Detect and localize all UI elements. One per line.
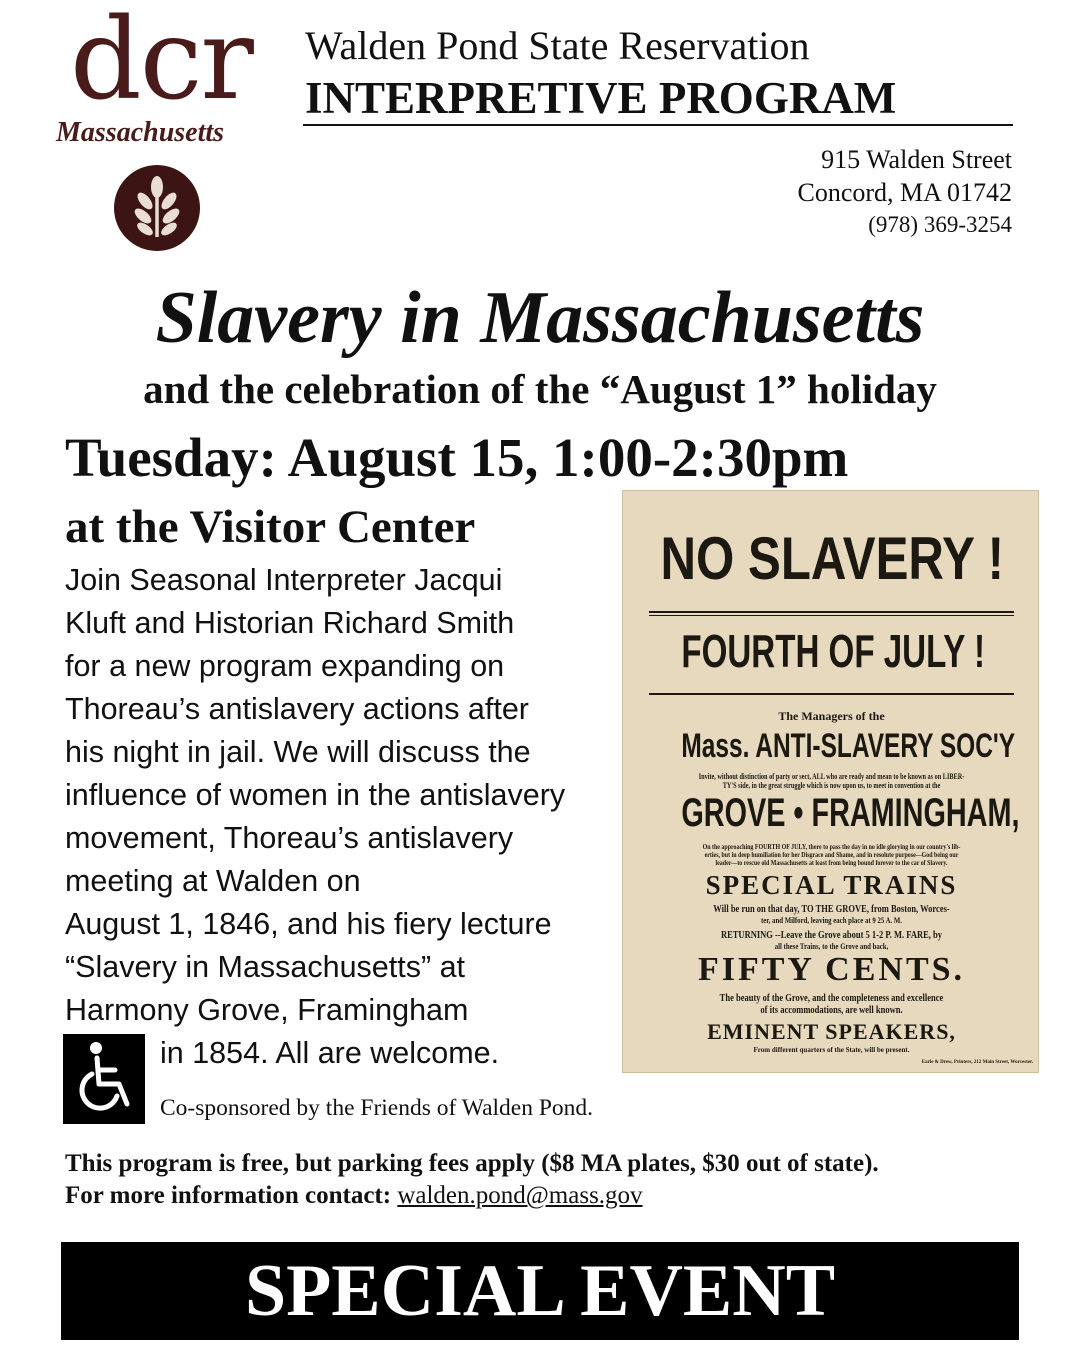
- event-datetime: Tuesday: August 15, 1:00-2:30pm: [65, 427, 849, 488]
- contact-note: [65, 1182, 643, 1210]
- description-line: meeting at Walden on: [65, 864, 361, 898]
- description-line: in 1854. All are welcome.: [160, 1036, 500, 1070]
- poster-fare: FIFTY CENTS.: [697, 951, 966, 988]
- poster-returning-line: all these Trains, to the Grove and back,: [774, 942, 889, 951]
- event-subtitle: and the celebration of the “August 1” holiday: [143, 366, 937, 412]
- poster-invite-line: Invite, without distinction of party or sect, ALL who are ready and mean to be known as on LIBER-: [698, 772, 965, 781]
- logo-state-name: Massachusetts: [56, 117, 225, 148]
- description-line: Kluft and Historian Richard Smith: [65, 606, 515, 640]
- poster-beauty-line: of its accommodations, are well known.: [760, 1005, 903, 1016]
- poster-speakers-note: From different quarters of the State, will be present.: [753, 1046, 910, 1054]
- poster-beauty-line: The beauty of the Grove, and the completeness and excellence: [719, 993, 944, 1004]
- poster-invite-line: TY'S side, in the great struggle which is now upon us, to meet in convention at the: [722, 781, 941, 790]
- poster-rule: [649, 611, 1014, 613]
- poster-approach-line: On the approaching FOURTH OF JULY, there to pass the day in no idle glorying in our country's lib-: [702, 843, 961, 851]
- poster-rule: [649, 693, 1014, 695]
- address-street: 915 Walden Street: [821, 145, 1012, 174]
- poster-rule: [649, 615, 1014, 616]
- poster-approach-line: erties, but in deep humiliation for her Disgrace and Shame, and in resolute purpose—God being our: [704, 851, 959, 859]
- event-location: at the Visitor Center: [65, 501, 476, 553]
- dcr-logo-wordmark: dcr: [70, 0, 252, 125]
- poster-trains-line: Will be run on that day, TO THE GROVE, from Boston, Worces-: [713, 904, 950, 915]
- poster-trains-line: ter, and Milford, leaving each place at 9 25 A. M.: [760, 916, 903, 925]
- org-name: Walden Pond State Reservation: [305, 23, 810, 68]
- leaf-sprig-icon: [114, 165, 200, 251]
- contact-label: For more information contact:: [65, 1182, 392, 1209]
- poster-managers: The Managers of the: [778, 709, 885, 723]
- cosponsor-note: Co-sponsored by the Friends of Walden Pond.: [160, 1095, 594, 1121]
- event-title: Slavery in Massachusetts: [155, 277, 925, 359]
- program-type: INTERPRETIVE PROGRAM: [305, 73, 897, 123]
- header-divider: [303, 124, 1013, 126]
- description-line: his night in jail. We will discuss the: [65, 735, 531, 769]
- address-city: Concord, MA 01742: [797, 178, 1012, 207]
- poster-date-line: FOURTH OF JULY !: [681, 625, 986, 677]
- poster-speakers: EMINENT SPEAKERS,: [707, 1019, 956, 1044]
- special-event-banner: SPECIAL EVENT: [61, 1242, 1019, 1340]
- fees-note: This program is free, but parking fees apply ($8 MA plates, $30 out of state).: [65, 1150, 879, 1177]
- description-line: Harmony Grove, Framingham: [65, 993, 469, 1027]
- description-line: for a new program expanding on: [65, 649, 505, 683]
- contact-email-link[interactable]: walden.pond@mass.gov: [397, 1182, 643, 1209]
- poster-society: Mass. ANTI-SLAVERY SOC'Y: [681, 727, 1016, 765]
- poster-trains: SPECIAL TRAINS: [705, 870, 958, 900]
- poster-returning-line: RETURNING --Leave the Grove about 5 1-2 P. M. FARE, by: [720, 930, 943, 941]
- description-line: Thoreau’s antislavery actions after: [65, 692, 529, 726]
- poster-headline: NO SLAVERY !: [660, 525, 1005, 592]
- description-line: “Slavery in Massachusetts” at: [65, 950, 466, 984]
- poster-printer: Earle & Drew, Printers, 212 Main Street, Worcester.: [921, 1060, 1033, 1065]
- description-line: influence of women in the antislavery: [65, 778, 566, 812]
- address-phone: (978) 369-3254: [868, 212, 1012, 237]
- poster-approach-line: leader—to rescue old Massachusetts at least from being bound forever to the car of Slavery.: [715, 859, 948, 867]
- description-line: August 1, 1846, and his fiery lecture: [65, 907, 552, 941]
- description-line: movement, Thoreau’s antislavery: [65, 821, 514, 855]
- poster-grove: GROVE • FRAMINGHAM,: [681, 791, 1020, 835]
- description-line: Join Seasonal Interpreter Jacqui: [65, 563, 503, 597]
- historic-poster-image: [622, 490, 1039, 1073]
- wheelchair-icon: [63, 1034, 145, 1124]
